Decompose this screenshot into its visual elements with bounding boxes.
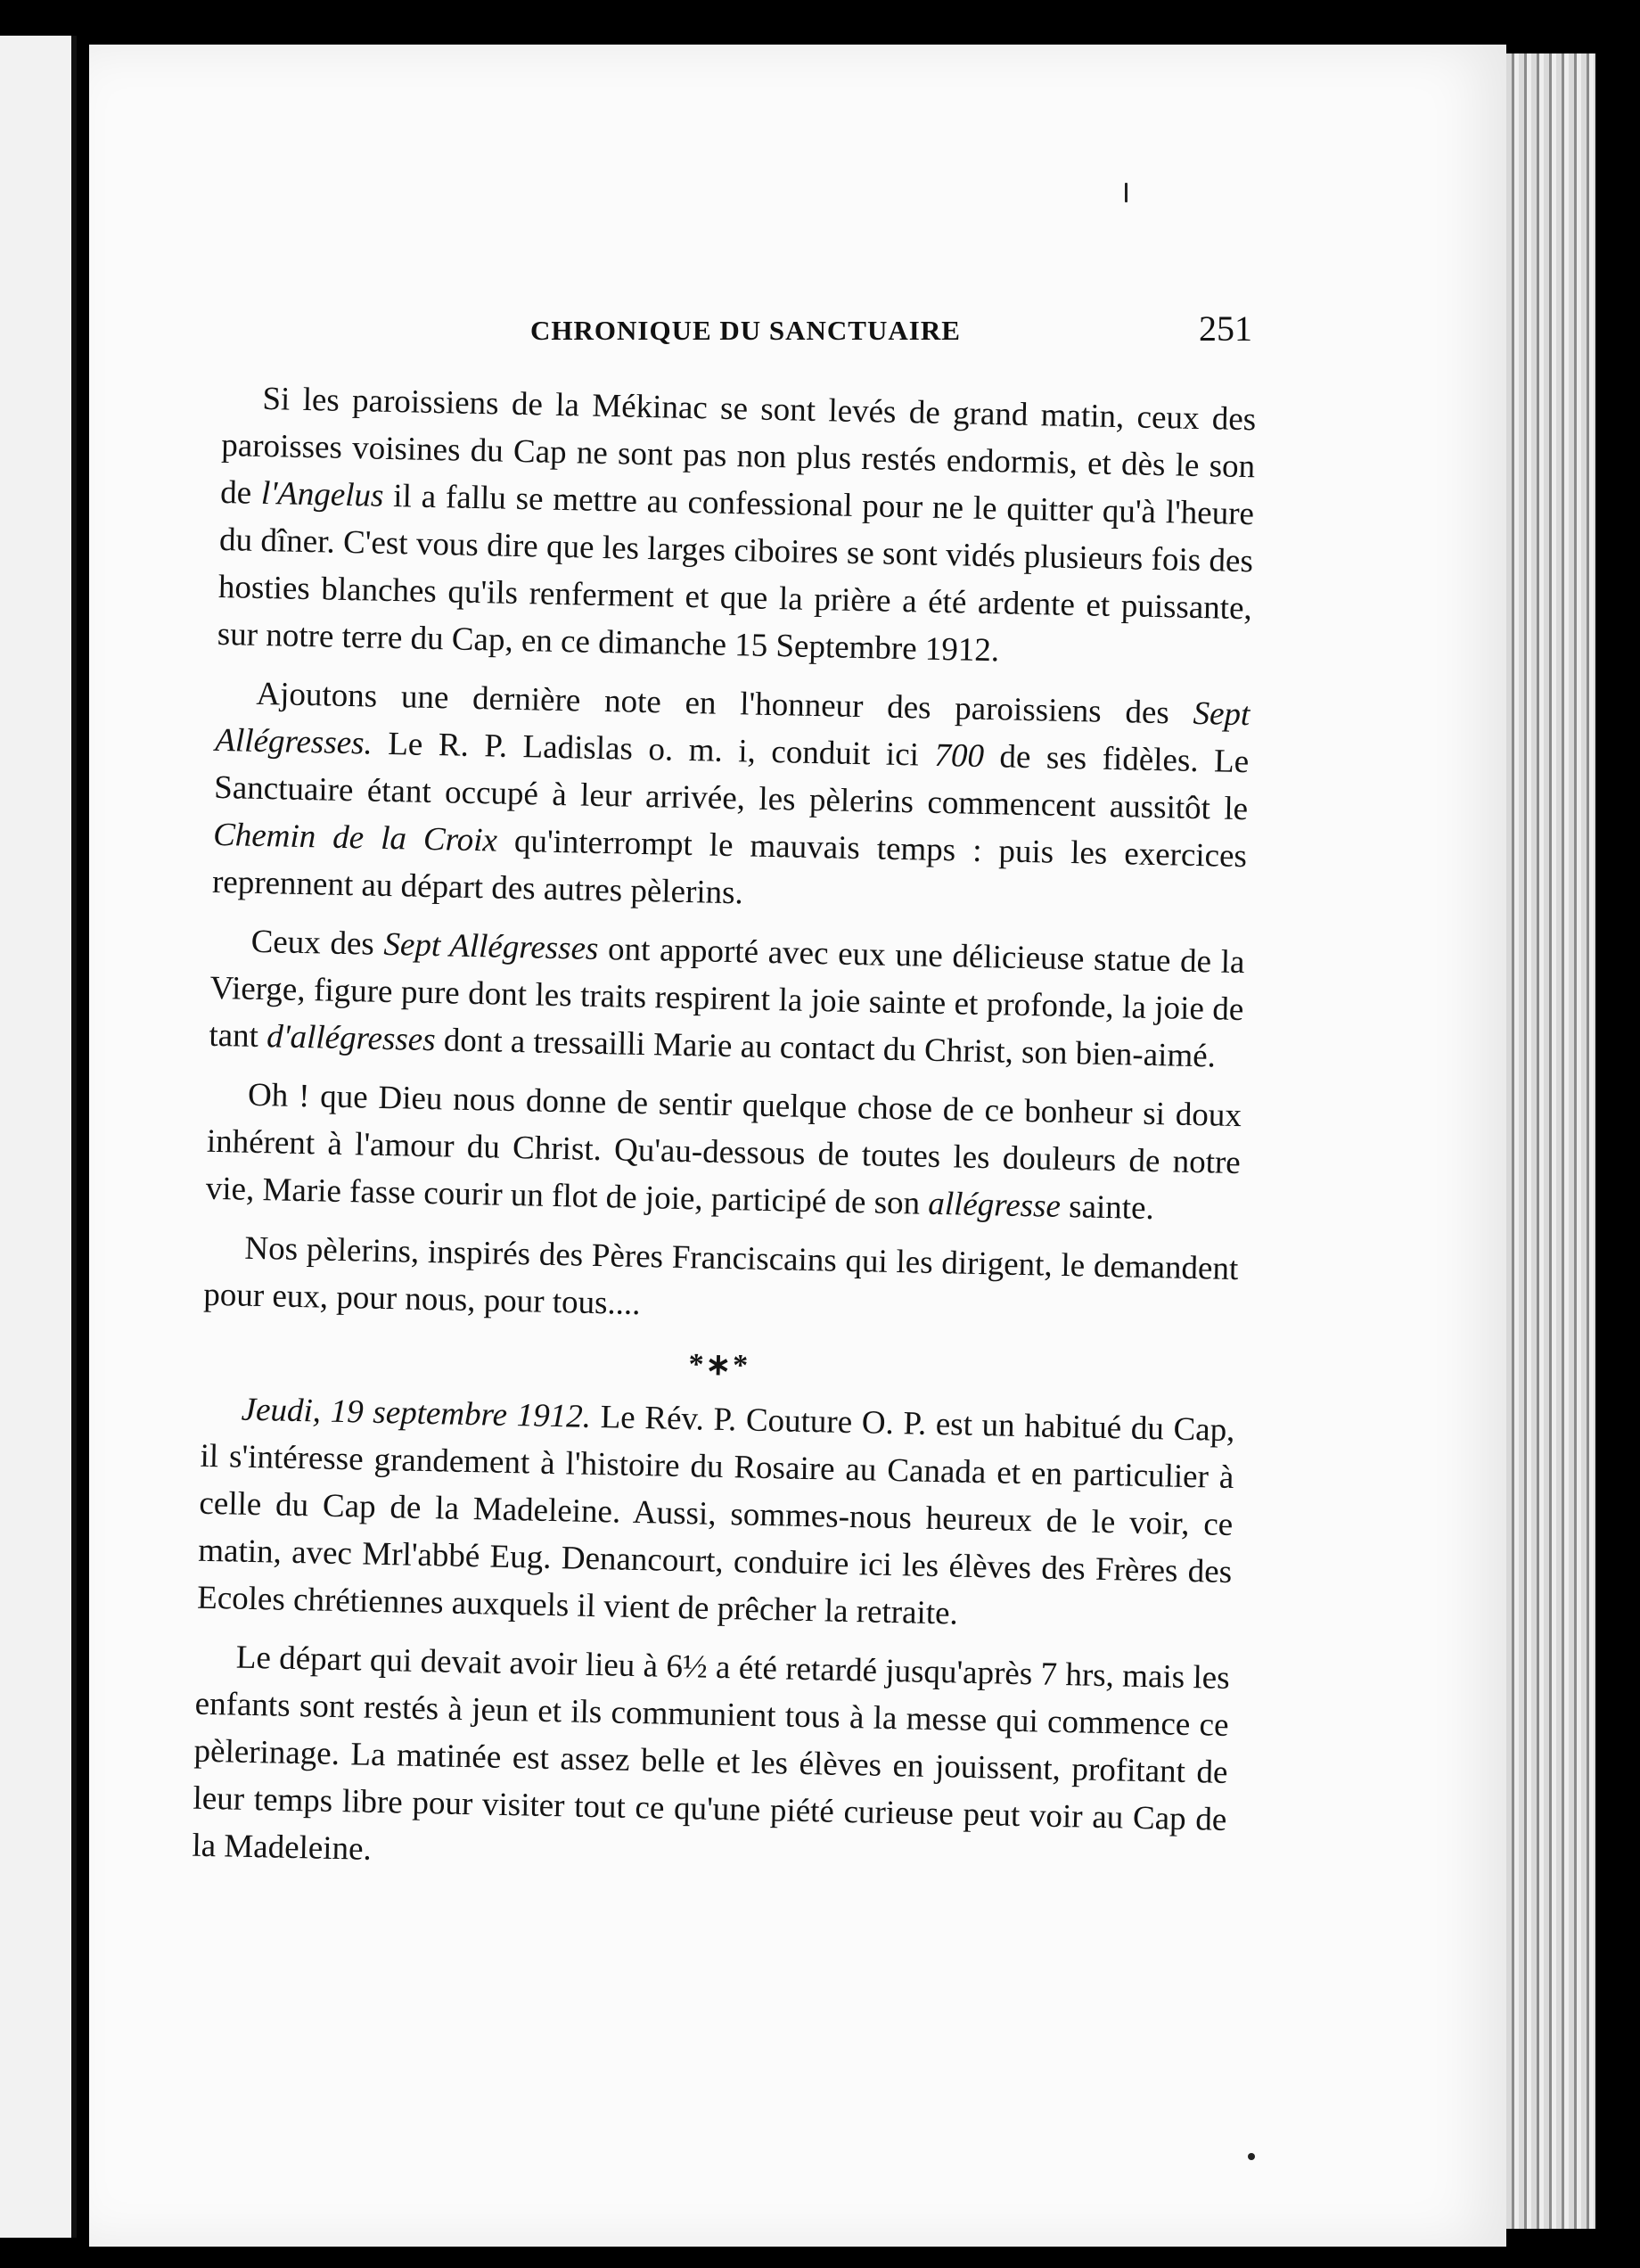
text-run: Le départ qui devait avoir lieu à 6½ a été retardé jusqu'après 7 hrs, mais les enfants sont restés à jeun et ils communient tous à la messe qui commence ce pèlerinage. La matinée est assez belle et les élèves en jouissent, profitant de leur temps libre pour visiter tout ce qu'une piété curieuse peut voir au Cap de la Madeleine.	[192, 1639, 1231, 1868]
paragraph-7	[192, 1633, 1230, 1891]
text-run: dont a tressailli Marie au contact du Christ, son bien-aimé.	[435, 1022, 1217, 1075]
italic-run: Sept Allégresses	[383, 925, 599, 967]
page-text	[192, 374, 1257, 1902]
paragraph-1	[217, 374, 1256, 679]
page-number: 251	[1199, 308, 1252, 349]
text-run: Ajoutons une dernière note en l'honneur des paroissiens des	[256, 675, 1193, 732]
italic-run: 700	[934, 736, 985, 775]
speck-mark	[1125, 183, 1128, 202]
text-run: qu'interrompt le mauvais temps : puis les exercices reprennent au départ des autres pèlerins.	[211, 822, 1248, 912]
running-title: CHRONIQUE DU SANCTUAIRE	[530, 315, 961, 346]
paragraph-6	[197, 1385, 1235, 1643]
italic-run: Sept Allégresses.	[214, 694, 1250, 762]
text-run: de ses fidèles. Le Sanctuaire étant occupé à leur arrivée, les pèlerins commencent aussitôt le	[213, 737, 1250, 828]
italic-run: l'Angelus	[260, 474, 384, 514]
paragraph-4	[205, 1071, 1242, 1234]
section-asterism: *∗*	[688, 1348, 750, 1383]
running-head	[441, 308, 1252, 361]
text-run: Le R. P. Ladislas o. m. i, conduit ici	[372, 725, 935, 774]
text-run: Oh ! que Dieu nous donne de sentir quelque chose de ce bonheur si doux inhérent à l'amour du Christ. Qu'au-dessous de toutes les douleurs de notre vie, Marie fasse courir un flot de joie, participé de son	[205, 1076, 1242, 1222]
text-run: Nos pèlerins, inspirés des Pères Franciscains qui les dirigent, le demandent pour eux, pour nous, pour tous....	[202, 1229, 1239, 1323]
italic-run: Jeudi, 19 septembre 1912.	[241, 1391, 592, 1435]
text-run: ont apporté avec eux une délicieuse statue de la Vierge, figure pure dont les traits respirent la joie sainte et profonde, la joie de tant	[209, 930, 1245, 1056]
text-run: Ceux des	[250, 923, 384, 963]
paragraph-3	[209, 917, 1245, 1081]
italic-run: allégresse	[927, 1185, 1062, 1225]
text-run: il a fallu se mettre au confessional pour ne le quitter qu'à l'heure du dîner. C'est vous dire que les larges ciboires se sont vidés plusieurs fois des hosties blanches qu'ils renferment et que la prière a été ardente et puissante, sur notre terre du Cap, en ce dimanche 15 Septembre 1912.	[217, 477, 1255, 670]
text-run: sainte.	[1060, 1187, 1155, 1228]
italic-run: Chemin de la Croix	[212, 816, 498, 859]
paragraph-2	[212, 670, 1250, 927]
speck-mark	[1248, 2153, 1255, 2160]
paragraph-5	[203, 1224, 1239, 1340]
previous-page-edge	[0, 36, 77, 2238]
text-run: Si les paroissiens de la Mékinac se sont levés de grand matin, ceux des paroisses voisines du Cap ne sont pas non plus restés endormis, et dès le son de	[219, 380, 1257, 512]
page-stack-edge	[1506, 53, 1595, 2229]
text-run: Le Rév. P. Couture O. P. est un habitué du Cap, il s'intéresse grandement à l'histoire du Rosaire au Canada et en particulier à celle du Cap de la Madeleine. Aussi, sommes-nous heureux de le voir, ce matin, avec Mrl'abbé Eug. Denancourt, conduire ici les élèves des Frères des Ecoles chrétiennes auxquels il vient de prêcher la retraite.	[196, 1398, 1235, 1632]
italic-run: d'allégresses	[266, 1018, 437, 1059]
